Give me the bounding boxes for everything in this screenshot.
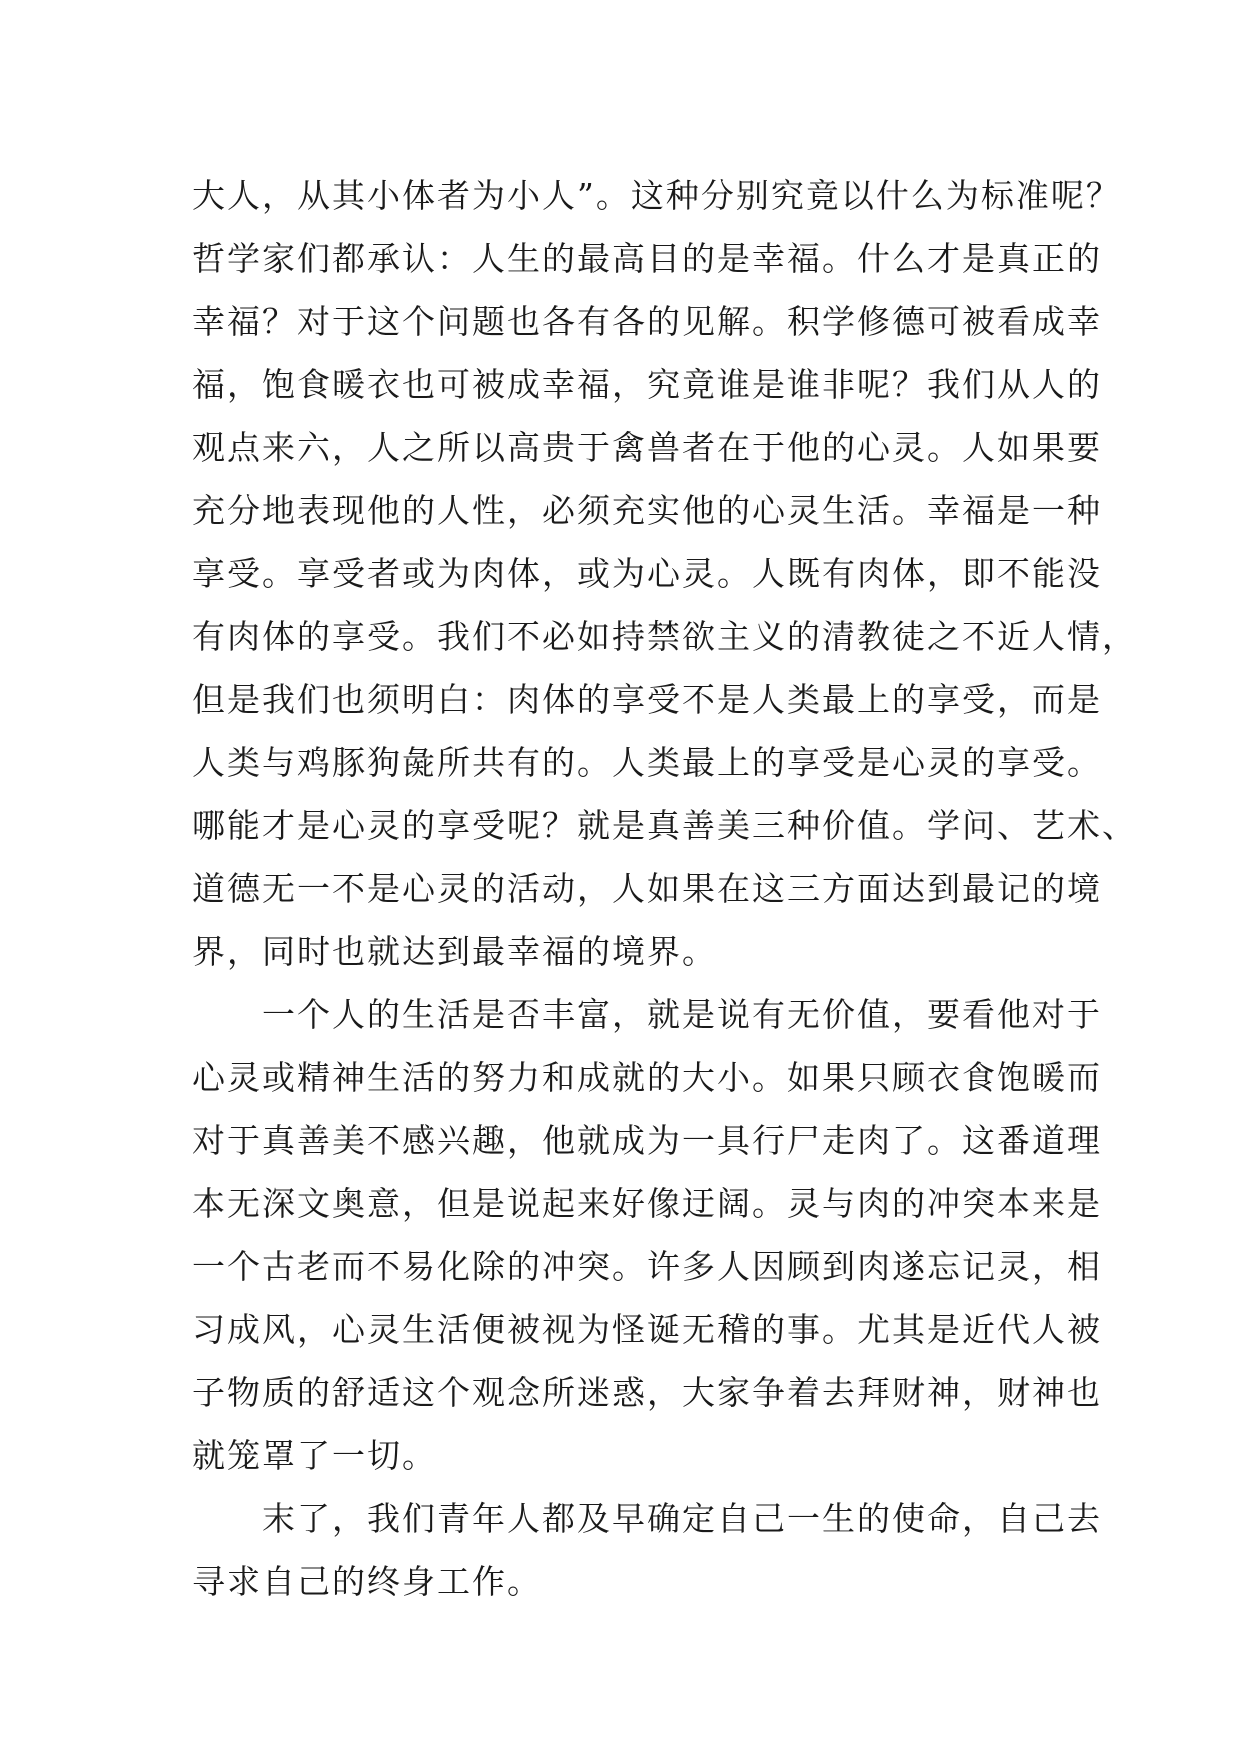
paragraph-start-line: 末了，我们青年人都及早确定自己一生的使命，自己去 — [192, 1499, 1102, 1538]
text-line: 道德无一不是心灵的活动，人如果在这三方面达到最记的境 — [192, 869, 1102, 908]
text-line: 福，饱食暖衣也可被成幸福，究竟谁是谁非呢？我们从人的 — [192, 365, 1102, 404]
text-line: 观点来六，人之所以高贵于禽兽者在于他的心灵。人如果要 — [192, 428, 1102, 467]
text-line: 心灵或精神生活的努力和成就的大小。如果只顾衣食饱暖而 — [192, 1058, 1102, 1097]
text-line: 人类与鸡豚狗彘所共有的。人类最上的享受是心灵的享受。 — [192, 743, 1102, 782]
text-line: 习成风，心灵生活便被视为怪诞无稽的事。尤其是近代人被 — [192, 1310, 1102, 1349]
text-line: 对于真善美不感兴趣，他就成为一具行尸走肉了。这番道理 — [192, 1121, 1102, 1160]
text-line: 界，同时也就达到最幸福的境界。 — [192, 932, 717, 971]
text-line: 充分地表现他的人性，必须充实他的心灵生活。幸福是一种 — [192, 491, 1102, 530]
text-line: 但是我们也须明白：肉体的享受不是人类最上的享受，而是 — [192, 680, 1102, 719]
text-line: 享受。享受者或为肉体，或为心灵。人既有肉体，即不能没 — [192, 554, 1102, 593]
text-line: 幸福？对于这个问题也各有各的见解。积学修德可被看成幸 — [192, 302, 1102, 341]
paragraph-start-line: 一个人的生活是否丰富，就是说有无价值，要看他对于 — [192, 995, 1102, 1034]
text-line: 寻求自己的终身工作。 — [192, 1562, 542, 1601]
text-line: 大人，从其小体者为小人”。这种分别究竟以什么为标准呢？ — [192, 176, 1121, 215]
text-line: 有肉体的享受。我们不必如持禁欲主义的清教徒之不近人情， — [192, 617, 1137, 656]
text-line: 子物质的舒适这个观念所迷惑，大家争着去拜财神，财神也 — [192, 1373, 1102, 1412]
text-line: 一个古老而不易化除的冲突。许多人因顾到肉遂忘记灵，相 — [192, 1247, 1102, 1286]
text-line: 就笼罩了一切。 — [192, 1436, 437, 1475]
text-line: 哪能才是心灵的享受呢？就是真善美三种价值。学问、艺术、 — [192, 806, 1137, 845]
body-text — [192, 164, 1137, 1613]
text-line: 哲学家们都承认：人生的最高目的是幸福。什么才是真正的 — [192, 239, 1102, 278]
text-line: 本无深文奥意，但是说起来好像迂阔。灵与肉的冲突本来是 — [192, 1184, 1102, 1223]
